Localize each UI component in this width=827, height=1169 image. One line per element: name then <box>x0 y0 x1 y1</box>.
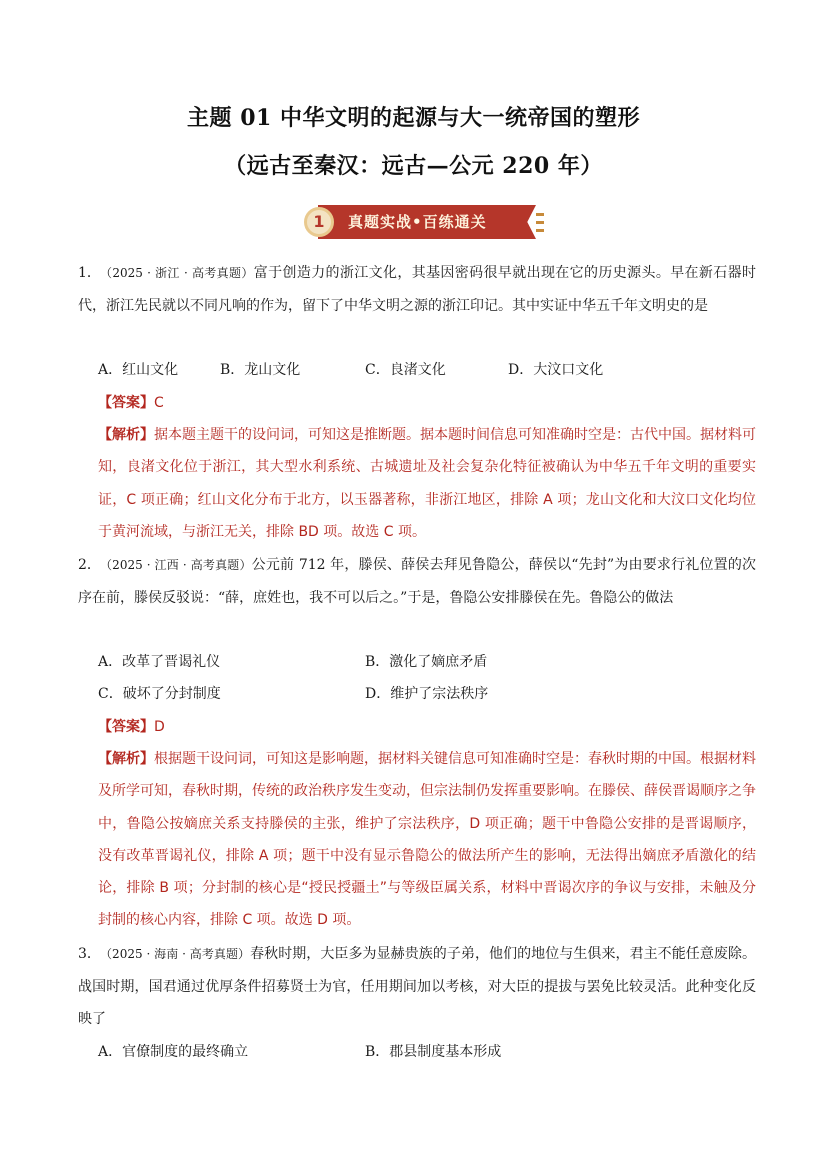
question-number: 1． <box>78 265 101 281</box>
badge-decoration <box>536 229 544 232</box>
analysis-block <box>98 419 756 548</box>
answer-line <box>98 711 756 743</box>
option-c[interactable]: C．良渚文化 <box>365 362 446 378</box>
badge-decoration <box>536 213 544 216</box>
option-c[interactable]: C．破坏了分封制度 <box>98 686 221 702</box>
question-source: （2025 · 海南 · 高考真题） <box>100 947 251 961</box>
option-a[interactable]: A．红山文化 <box>98 362 179 378</box>
option-b[interactable]: B．激化了嫡庶矛盾 <box>365 654 488 670</box>
answer-line <box>98 387 756 419</box>
question-source: （2025 · 浙江 · 高考真题） <box>100 266 254 280</box>
options-row <box>98 1036 758 1068</box>
option-d[interactable]: D．维护了宗法秩序 <box>365 686 489 702</box>
answer-value: D <box>154 719 165 735</box>
option-b[interactable]: B．郡县制度基本形成 <box>365 1044 502 1060</box>
analysis-tag: 【解析】 <box>98 751 154 767</box>
option-b[interactable]: B．龙山文化 <box>220 362 301 378</box>
page-subtitle: （远古至秦汉：远古—公元 220 年） <box>224 153 603 179</box>
question-number: 2． <box>78 557 101 573</box>
option-a[interactable]: A．官僚制度的最终确立 <box>98 1044 249 1060</box>
options-row <box>98 678 758 710</box>
question-2 <box>78 549 756 614</box>
question-stem <box>78 549 756 614</box>
options-row <box>98 646 758 678</box>
question-stem <box>78 257 756 322</box>
badge-number: 1 <box>304 207 334 237</box>
question-stem <box>78 938 756 1036</box>
question-number: 3． <box>78 946 101 962</box>
question-text: 富于创造力的浙江文化，其基因密码很早就出现在它的历史源头。早在新石器时代，浙江先民就以不同凡响的作为，留下了中华文明之源的浙江印记。其中实证中华五千年文明史的是 <box>78 265 756 314</box>
badge-label: 真题实战•百练通关 <box>348 213 487 231</box>
analysis-tag: 【解析】 <box>98 427 154 443</box>
section-badge <box>304 203 544 241</box>
analysis-text: 据本题主题干的设问词，可知这是推断题。据本题时间信息可知准确时空是：古代中国。据材料可知，良渚文化位于浙江，其大型水利系统、古城遗址及社会复杂化特征被确认为中华五千年文明的重要实证，C 项正确；红山文化分布于北方，以玉器著称，非浙江地区，排除 A 项；龙山文化和大汶口文化均位于黄河流域，与浙江无关，排除 BD 项。故选 C 项。 <box>98 427 756 540</box>
page-title: 主题 01 中华文明的起源与大一统帝国的塑形 <box>187 105 640 131</box>
answer-value: C <box>154 395 164 411</box>
option-a[interactable]: A．改革了晋谒礼仪 <box>98 654 221 670</box>
analysis-block <box>98 743 756 937</box>
analysis-text: 根据题干设问词，可知这是影响题，据材料关键信息可知准确时空是：春秋时期的中国。根据材料及所学可知，春秋时期，传统的政治秩序发生变动，但宗法制仍发挥重要影响。在滕侯、薛侯晋谒顺序之争中，鲁隐公按嫡庶关系支持滕侯的主张，维护了宗法秩序，D 项正确；题干中鲁隐公安排的是晋谒顺序，没有改革晋谒礼仪，排除 A 项；题干中没有显示鲁隐公的做法所产生的影响，无法得出嫡庶矛盾激化的结论，排除 B 项；分封制的核心是“授民授疆土”与等级臣属关系，材料中晋谒次序的争议与安排，未触及分封制的核心内容，排除 C 项。故选 D 项。 <box>98 751 756 929</box>
answer-tag: 【答案】 <box>98 719 154 735</box>
question-source: （2025 · 江西 · 高考真题） <box>100 558 252 572</box>
badge-decoration <box>536 221 544 224</box>
options-row <box>98 354 758 386</box>
option-d[interactable]: D．大汶口文化 <box>508 362 604 378</box>
question-text: 春秋时期，大臣多为显赫贵族的子弟，他们的地位与生俱来，君主不能任意废除。战国时期，国君通过优厚条件招募贤士为官，任用期间加以考核，对大臣的提拔与罢免比较灵活。此种变化反映了 <box>78 946 756 1027</box>
question-text: 公元前 712 年，滕侯、薛侯去拜见鲁隐公，薛侯以“先封”为由要求行礼位置的次序在前，滕侯反驳说：“薛，庶姓也，我不可以后之。”于是，鲁隐公安排滕侯在先。鲁隐公的做法 <box>78 557 756 606</box>
answer-tag: 【答案】 <box>98 395 154 411</box>
question-3 <box>78 938 756 1036</box>
question-1 <box>78 257 756 322</box>
